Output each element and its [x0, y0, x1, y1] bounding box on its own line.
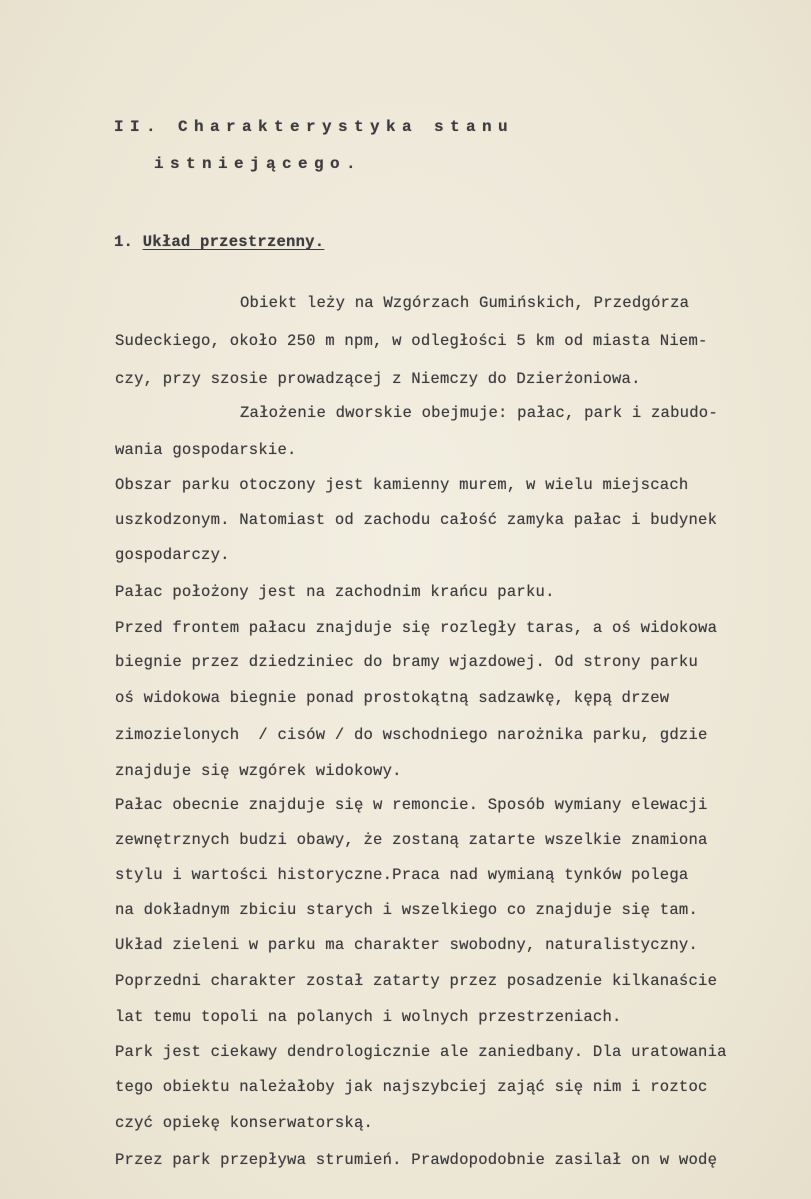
section-heading — [114, 232, 324, 252]
text-line: Obiekt leży na Wzgórzach Gumińskich, Przedgórza — [240, 294, 690, 312]
text-line: gospodarczy. — [115, 546, 230, 564]
text-line: lat temu topoli na polanych i wolnych przestrzeniach. — [115, 1008, 622, 1026]
text-line: tego obiektu należałoby jak najszybciej zająć się nim i roztoc — [115, 1078, 708, 1096]
text-line: Sudeckiego, około 250 m npm, w odległości 5 km od miasta Niem- — [115, 332, 708, 350]
text-line: Przed frontem pałacu znajduje się rozległy taras, a oś widokowa — [115, 619, 718, 637]
text-line: Pałac obecnie znajduje się w remoncie. Sposób wymiany elewacji — [115, 796, 708, 814]
text-line: Pałac położony jest na zachodnim krańcu parku. — [115, 583, 555, 601]
text-line: Poprzedni charakter został zatarty przez posadzenie kilkanaście — [115, 972, 718, 990]
text-line: stylu i wartości historyczne.Praca nad wymianą tynków polega — [115, 866, 689, 884]
text-line: Obszar parku otoczony jest kamienny murem, w wielu miejscach — [115, 476, 689, 494]
text-line: Przez park przepływa strumień. Prawdopodobnie zasilał on w wodę — [115, 1151, 718, 1169]
section-number: 1. — [114, 233, 134, 251]
text-line: czyć opiekę konserwatorską. — [115, 1114, 374, 1132]
text-line: Park jest ciekawy dendrologicznie ale zaniedbany. Dla uratowania — [115, 1043, 727, 1061]
heading-line-2: istniejącego. — [154, 155, 363, 173]
section-title: Układ przestrzenny. — [142, 233, 325, 251]
text-line: biegnie przez dziedziniec do bramy wjazdowej. Od strony parku — [115, 653, 699, 671]
text-line: czy, przy szosie prowadzącej z Niemczy do Dzierżoniowa. — [115, 370, 641, 388]
text-line: znajduje się wzgórek widokowy. — [115, 762, 402, 780]
text-line: wania gospodarskie. — [115, 441, 297, 459]
text-line: zewnętrznych budzi obawy, że zostaną zatarte wszelkie znamiona — [115, 831, 708, 849]
text-line: oś widokowa biegnie ponad prostokątną sadzawkę, kępą drzew — [115, 689, 670, 707]
text-line: Układ zieleni w parku ma charakter swobodny, naturalistyczny. — [115, 936, 699, 954]
text-line: Założenie dworskie obejmuje: pałac, park i zabudo- — [240, 404, 718, 422]
text-line: zimozielonych / cisów / do wschodniego narożnika parku, gdzie — [115, 726, 708, 744]
heading-line-1: II. Charakterystyka stanu — [114, 118, 515, 136]
text-line: na dokładnym zbiciu starych i wszelkiego co znajduje się tam. — [115, 901, 699, 919]
text-line: uszkodzonym. Natomiast od zachodu całość zamyka pałac i budynek — [115, 511, 718, 529]
